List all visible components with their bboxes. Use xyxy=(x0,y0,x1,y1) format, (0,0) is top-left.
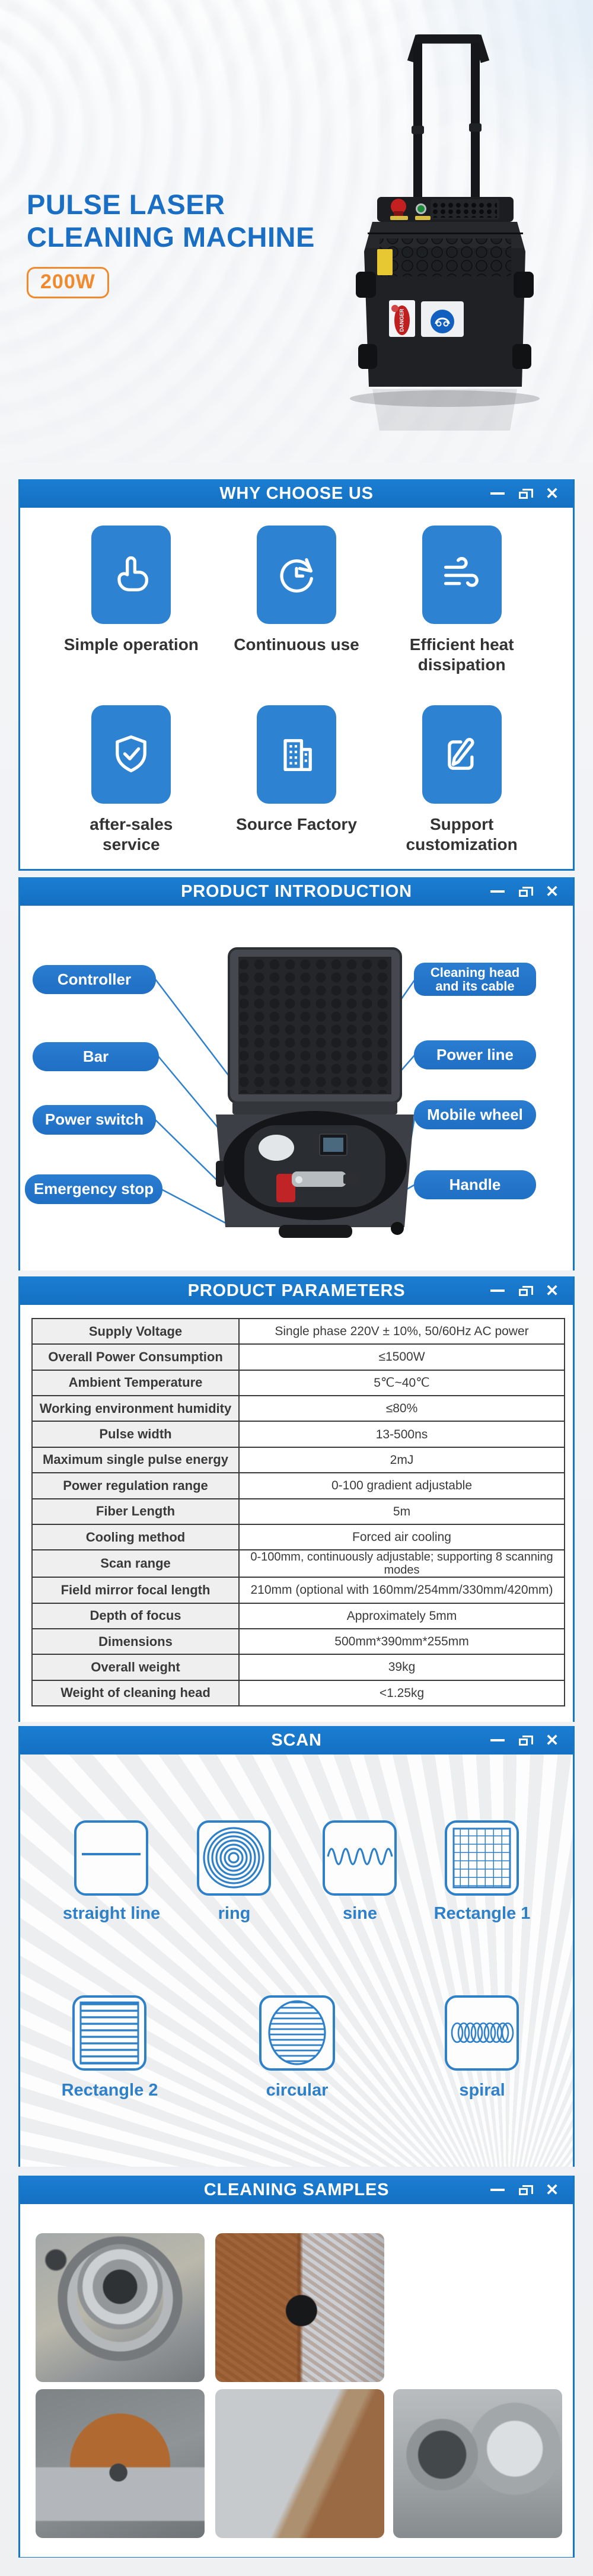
param-name: Power regulation range xyxy=(33,1473,240,1498)
warning-strip-2 xyxy=(415,216,431,220)
case-reflection xyxy=(372,389,517,431)
feature-label: Support customization xyxy=(406,815,518,854)
sample-photo-rusty-gear xyxy=(393,2233,562,2382)
table-row xyxy=(33,1681,564,1705)
table-row xyxy=(33,1550,564,1578)
danger-sticker-label: DANGER xyxy=(398,308,405,332)
feature-heat-dissipation xyxy=(379,526,544,691)
scan-pattern-label: ring xyxy=(218,1904,251,1923)
scan-pattern-label: Rectangle 2 xyxy=(61,2081,158,2100)
param-name: Ambient Temperature xyxy=(33,1371,240,1395)
param-value: 0-100 gradient adjustable xyxy=(331,1479,472,1493)
param-value: 0-100mm, continuously adjustable; supporting 8 scanning modes xyxy=(250,1550,553,1577)
feature-simple-operation xyxy=(49,526,214,691)
latch-left-top xyxy=(356,272,376,298)
callout-handle: Handle xyxy=(414,1170,536,1199)
product-parameters-titlebar xyxy=(20,1276,573,1305)
scan-title: SCAN xyxy=(271,1730,322,1750)
feature-label: Simple operation xyxy=(63,635,199,654)
sample-photo-steel-sheet xyxy=(215,2389,384,2538)
why-choose-us-titlebar xyxy=(20,479,573,508)
param-value: Single phase 220V ± 10%, 50/60Hz AC power xyxy=(275,1324,529,1339)
scan-pattern-label: Rectangle 1 xyxy=(433,1904,531,1923)
open-case-diagram xyxy=(20,906,573,1271)
param-value: 500mm*390mm*255mm xyxy=(334,1635,469,1649)
spiral-coil-pattern-icon xyxy=(444,1995,519,2071)
window-controls xyxy=(490,479,560,508)
minimize-icon[interactable] xyxy=(490,2182,505,2198)
cleaning-samples-grid xyxy=(20,2204,573,2557)
product-introduction-content xyxy=(20,906,573,1271)
edit-document-icon xyxy=(422,705,502,804)
mobile-wheel xyxy=(391,1222,404,1235)
sample-photo-metal-cylinders xyxy=(393,2389,562,2538)
param-name: Weight of cleaning head xyxy=(33,1681,240,1705)
sine-wave-pattern-icon xyxy=(322,1820,397,1896)
lined-rectangle-pattern-icon xyxy=(72,1995,147,2071)
restore-icon[interactable] xyxy=(517,884,533,899)
hero-title-line2: CLEANING MACHINE xyxy=(27,221,315,253)
window-controls xyxy=(490,1726,560,1755)
callout-controller: Controller xyxy=(33,965,156,994)
close-icon[interactable]: ✕ xyxy=(545,1281,559,1300)
restore-icon[interactable] xyxy=(517,486,533,501)
param-value: Approximately 5mm xyxy=(346,1609,457,1623)
param-name: Dimensions xyxy=(33,1629,240,1654)
parameters-table xyxy=(31,1318,565,1706)
feature-label: after-sales service xyxy=(90,815,173,854)
straight-line-pattern-icon xyxy=(74,1820,149,1896)
cleaning-gun-nozzle xyxy=(343,1174,358,1184)
table-row xyxy=(33,1629,564,1655)
callout-power-line: Power line xyxy=(414,1040,536,1069)
product-introduction-window xyxy=(18,877,575,1271)
scan-pattern-label: sine xyxy=(342,1904,378,1923)
scan-pattern-label: spiral xyxy=(459,2081,505,2100)
cleaning-samples-titlebar xyxy=(20,2176,573,2204)
param-value: Forced air cooling xyxy=(352,1530,451,1544)
param-name: Pulse width xyxy=(33,1422,240,1446)
window-controls xyxy=(490,2176,560,2204)
minimize-icon[interactable] xyxy=(490,1283,505,1298)
scan-titlebar xyxy=(20,1726,573,1755)
param-name: Depth of focus xyxy=(33,1604,240,1628)
sample-photo-round-plate xyxy=(36,2389,205,2538)
feature-support-customization xyxy=(379,705,544,871)
product-parameters-title: PRODUCT PARAMETERS xyxy=(187,1281,406,1300)
side-handle xyxy=(216,1161,224,1187)
power-button xyxy=(417,205,425,212)
param-name: Scan range xyxy=(33,1550,240,1577)
packed-bag xyxy=(259,1135,294,1161)
product-parameters-content xyxy=(20,1305,573,1722)
callout-power-switch: Power switch xyxy=(33,1105,156,1135)
window-controls xyxy=(490,877,560,906)
cleaning-samples-window xyxy=(18,2176,575,2558)
scan-pattern-label: straight line xyxy=(62,1904,161,1923)
table-row xyxy=(33,1396,564,1422)
pointing-hand-icon xyxy=(91,526,171,624)
scan-pattern-label: circular xyxy=(266,2081,329,2100)
callout-mobile-wheel: Mobile wheel xyxy=(414,1100,536,1129)
laser-burst-glyph xyxy=(391,305,398,312)
param-value: 210mm (optional with 160mm/254mm/330mm/420mm) xyxy=(250,1583,553,1597)
param-value: 2mJ xyxy=(390,1453,414,1467)
cleaning-samples-title: CLEANING SAMPLES xyxy=(203,2180,390,2199)
param-value: 5℃~40℃ xyxy=(374,1375,430,1390)
close-icon[interactable]: ✕ xyxy=(545,882,559,900)
table-row xyxy=(33,1499,564,1525)
param-value: 39kg xyxy=(388,1660,416,1674)
case-seam xyxy=(368,233,523,234)
pole-joint-right xyxy=(469,123,482,132)
table-row xyxy=(33,1655,564,1680)
yellow-warning-sticker xyxy=(377,249,393,275)
callout-bar: Bar xyxy=(33,1042,159,1071)
scan-patterns-panel xyxy=(20,1755,573,2167)
param-name: Field mirror focal length xyxy=(33,1578,240,1602)
hero-section xyxy=(0,0,593,463)
factory-buildings-icon xyxy=(257,705,336,804)
latch-right-top xyxy=(514,272,534,298)
param-name: Fiber Length xyxy=(33,1499,240,1524)
param-name: Supply Voltage xyxy=(33,1319,240,1343)
feature-label: Efficient heat dissipation xyxy=(409,635,514,674)
table-row xyxy=(33,1604,564,1629)
sample-photo-gear-sprocket xyxy=(36,2233,205,2382)
param-value: ≤1500W xyxy=(378,1350,425,1364)
param-name: Overall Power Consumption xyxy=(33,1345,240,1369)
emergency-stop-base xyxy=(394,211,403,216)
latch-left-bottom xyxy=(358,344,377,369)
table-row xyxy=(33,1448,564,1473)
table-row xyxy=(33,1422,564,1447)
product-parameters-window xyxy=(18,1276,575,1722)
vent-grid xyxy=(433,201,497,218)
close-icon[interactable]: ✕ xyxy=(545,1731,559,1749)
shield-check-icon xyxy=(91,705,171,804)
param-value: 13-500ns xyxy=(375,1427,428,1441)
minimize-icon[interactable] xyxy=(490,1733,505,1748)
param-value: 5m xyxy=(393,1504,411,1518)
param-name: Working environment humidity xyxy=(33,1396,240,1421)
window-controls xyxy=(490,1276,560,1305)
ppe-sign-circle xyxy=(431,310,454,333)
carry-handle xyxy=(279,1225,352,1238)
minimize-icon[interactable] xyxy=(490,486,505,501)
concentric-rings-pattern-icon xyxy=(196,1820,272,1896)
table-row xyxy=(33,1578,564,1603)
product-introduction-title: PRODUCT INTRODUCTION xyxy=(181,881,412,901)
feature-after-sales-service xyxy=(49,705,214,871)
restore-icon[interactable] xyxy=(517,1283,533,1298)
param-value: ≤80% xyxy=(385,1402,418,1416)
param-value: <1.25kg xyxy=(379,1686,425,1700)
egg-crate-foam xyxy=(240,958,390,1093)
param-name: Overall weight xyxy=(33,1655,240,1679)
lined-circle-pattern-icon xyxy=(259,1995,336,2071)
power-badge: 200W xyxy=(27,267,109,298)
grid-rectangle-pattern-icon xyxy=(444,1820,519,1896)
close-icon[interactable]: ✕ xyxy=(545,484,559,502)
table-row xyxy=(33,1473,564,1499)
table-row xyxy=(33,1345,564,1370)
case-dimple-texture xyxy=(380,238,511,276)
feature-label: Source Factory xyxy=(236,815,357,833)
features-grid xyxy=(20,508,573,871)
table-row xyxy=(33,1525,564,1550)
callout-cleaning-head: Cleaning head and its cable xyxy=(414,963,536,996)
why-choose-us-title: WHY CHOOSE US xyxy=(219,483,374,503)
table-row xyxy=(33,1371,564,1396)
param-name: Cooling method xyxy=(33,1525,240,1549)
gun-knob xyxy=(295,1176,302,1183)
feature-label: Continuous use xyxy=(234,635,359,654)
sample-photo-rusty-disc xyxy=(215,2233,384,2382)
table-row xyxy=(33,1319,564,1345)
scan-window xyxy=(18,1726,575,2167)
param-name: Maximum single pulse energy xyxy=(33,1448,240,1472)
hero-title-line1: PULSE LASER xyxy=(27,189,225,220)
product-introduction-titlebar xyxy=(20,877,573,906)
minimize-icon[interactable] xyxy=(490,884,505,899)
latch-right-bottom xyxy=(512,344,531,369)
restore-icon[interactable] xyxy=(517,2182,533,2198)
feature-source-factory xyxy=(214,705,380,871)
wind-icon xyxy=(422,526,502,624)
why-choose-us-window xyxy=(18,479,575,871)
clock-refresh-icon xyxy=(257,526,336,624)
warning-strip-1 xyxy=(390,216,408,220)
close-icon[interactable]: ✕ xyxy=(545,2180,559,2199)
feature-continuous-use xyxy=(214,526,380,691)
controller-screen xyxy=(323,1138,343,1152)
trolley-pole-left xyxy=(413,43,422,208)
restore-icon[interactable] xyxy=(517,1733,533,1748)
pole-joint-left xyxy=(412,126,424,134)
callout-emergency-stop: Emergency stop xyxy=(25,1174,162,1204)
